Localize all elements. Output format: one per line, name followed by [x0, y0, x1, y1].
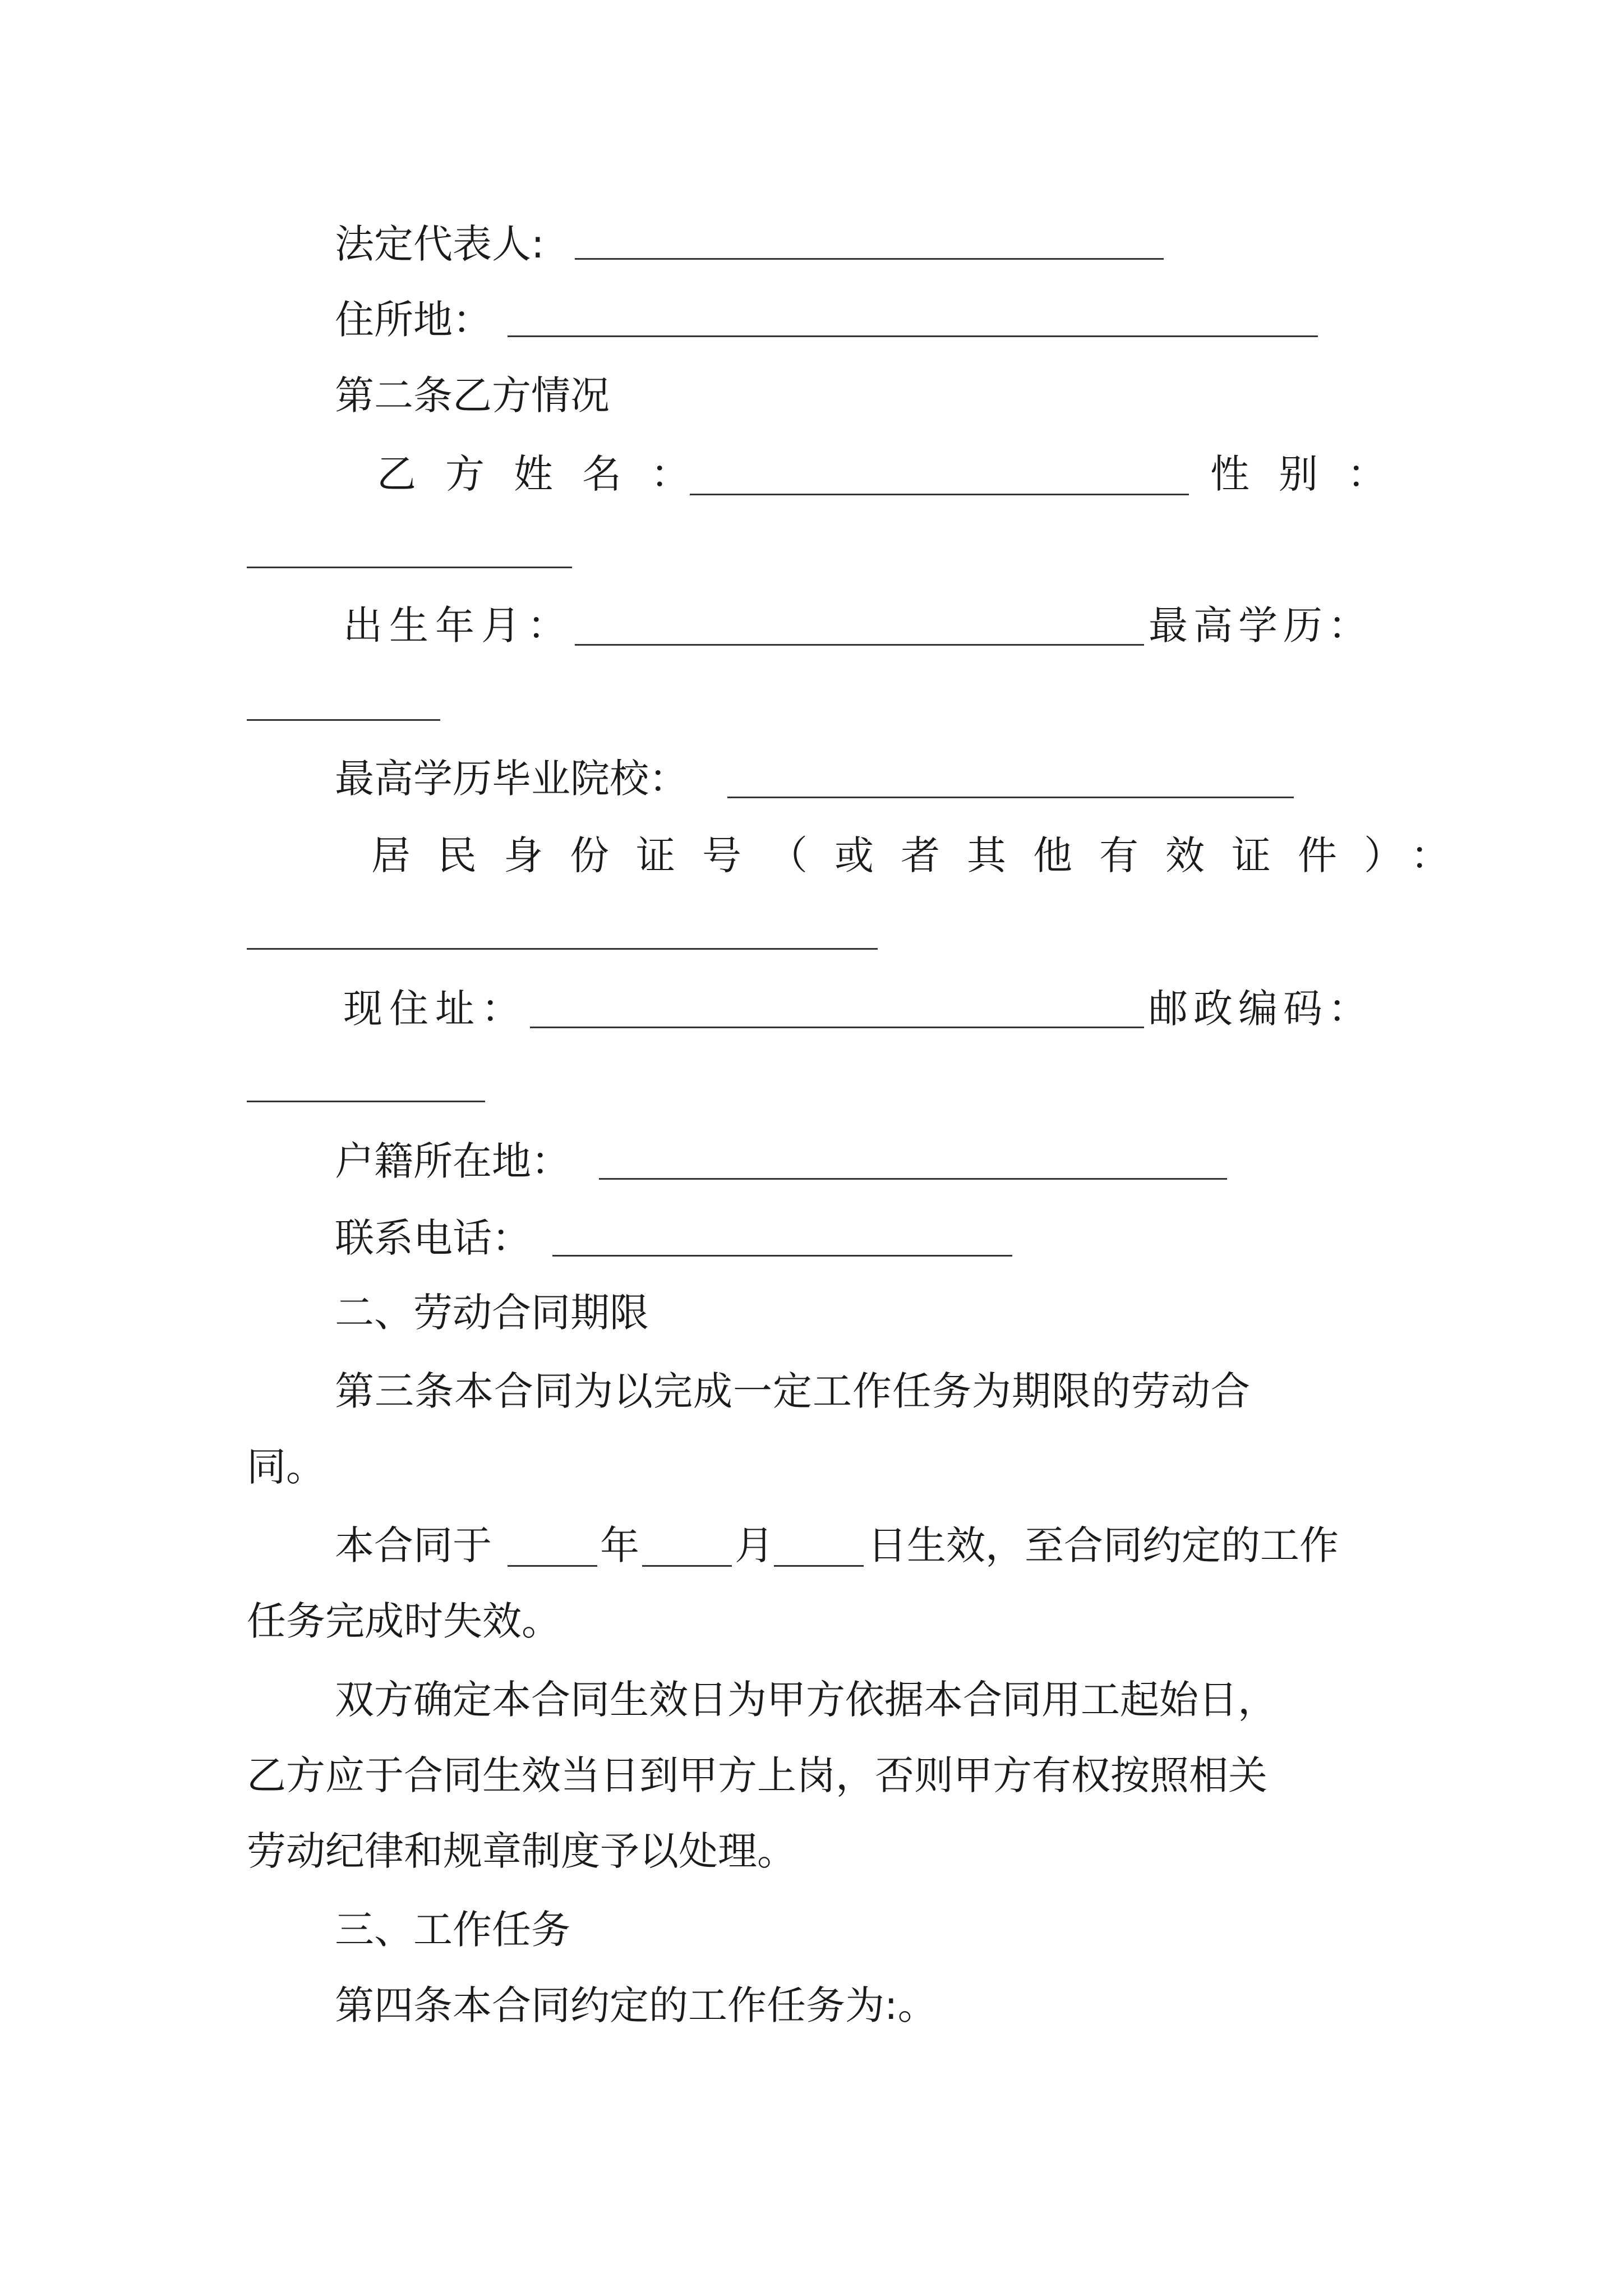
gender-label: 性别： — [1210, 451, 1415, 497]
id-number-label: 居民身份证号（或者其他有效证件）： — [371, 832, 1477, 878]
legal-rep-label: 法定代表人: — [335, 221, 545, 267]
edu-school-blank[interactable] — [727, 797, 1294, 798]
highest-edu-blank[interactable] — [247, 719, 440, 721]
gender-blank[interactable] — [247, 567, 572, 568]
article-3-line-2: 同。 — [247, 1444, 325, 1490]
section-2-title: 二、劳动合同期限 — [335, 1290, 649, 1336]
effective-day-blank[interactable] — [774, 1565, 864, 1567]
hukou-label: 户籍所在地： — [335, 1138, 570, 1184]
effective-suffix: 日生效，至合同约定的工作 — [868, 1522, 1339, 1568]
start-date-line-3: 劳动纪律和规章制度予以处理。 — [247, 1828, 796, 1874]
domicile-blank[interactable] — [508, 335, 1318, 337]
effective-month-label: 月 — [735, 1522, 774, 1568]
legal-rep-blank[interactable] — [575, 258, 1164, 260]
edu-school-label: 最高学历毕业院校： — [335, 756, 688, 802]
effective-month-blank[interactable] — [642, 1565, 732, 1567]
hukou-blank[interactable] — [599, 1178, 1227, 1180]
party-b-name-label: 乙方姓名： — [377, 451, 719, 497]
article-2-heading: 第二条乙方情况 — [335, 372, 610, 418]
current-address-blank[interactable] — [530, 1027, 1144, 1028]
article-3-line-1: 第三条本合同为以完成一定工作任务为期限的劳动合 — [335, 1368, 1251, 1414]
current-address-label: 现住址： — [343, 986, 527, 1032]
postcode-label: 邮政编码： — [1149, 986, 1373, 1032]
article-4: 第四条本合同约定的工作任务为:。 — [335, 1982, 937, 2028]
effective-year-label: 年 — [600, 1522, 639, 1568]
postcode-blank[interactable] — [247, 1101, 485, 1102]
section-3-title: 三、工作任务 — [335, 1907, 570, 1953]
effective-prefix: 本合同于 — [335, 1522, 492, 1568]
start-date-line-1: 双方确定本合同生效日为甲方依据本合同用工起始日， — [335, 1677, 1277, 1723]
highest-edu-label: 最高学历： — [1149, 602, 1373, 648]
start-date-line-2: 乙方应于合同生效当日到甲方上岗，否则甲方有权按照相关 — [247, 1752, 1267, 1798]
birth-blank[interactable] — [575, 644, 1144, 646]
effective-year-blank[interactable] — [508, 1565, 597, 1567]
party-b-name-blank[interactable] — [690, 494, 1189, 495]
phone-blank[interactable] — [552, 1255, 1012, 1257]
phone-label: 联系电话： — [335, 1215, 531, 1261]
domicile-label: 住所地： — [335, 297, 492, 343]
effective-line-2: 任务完成时失效。 — [247, 1598, 561, 1644]
birth-label: 出生年月： — [343, 602, 573, 648]
id-number-blank[interactable] — [247, 948, 878, 950]
